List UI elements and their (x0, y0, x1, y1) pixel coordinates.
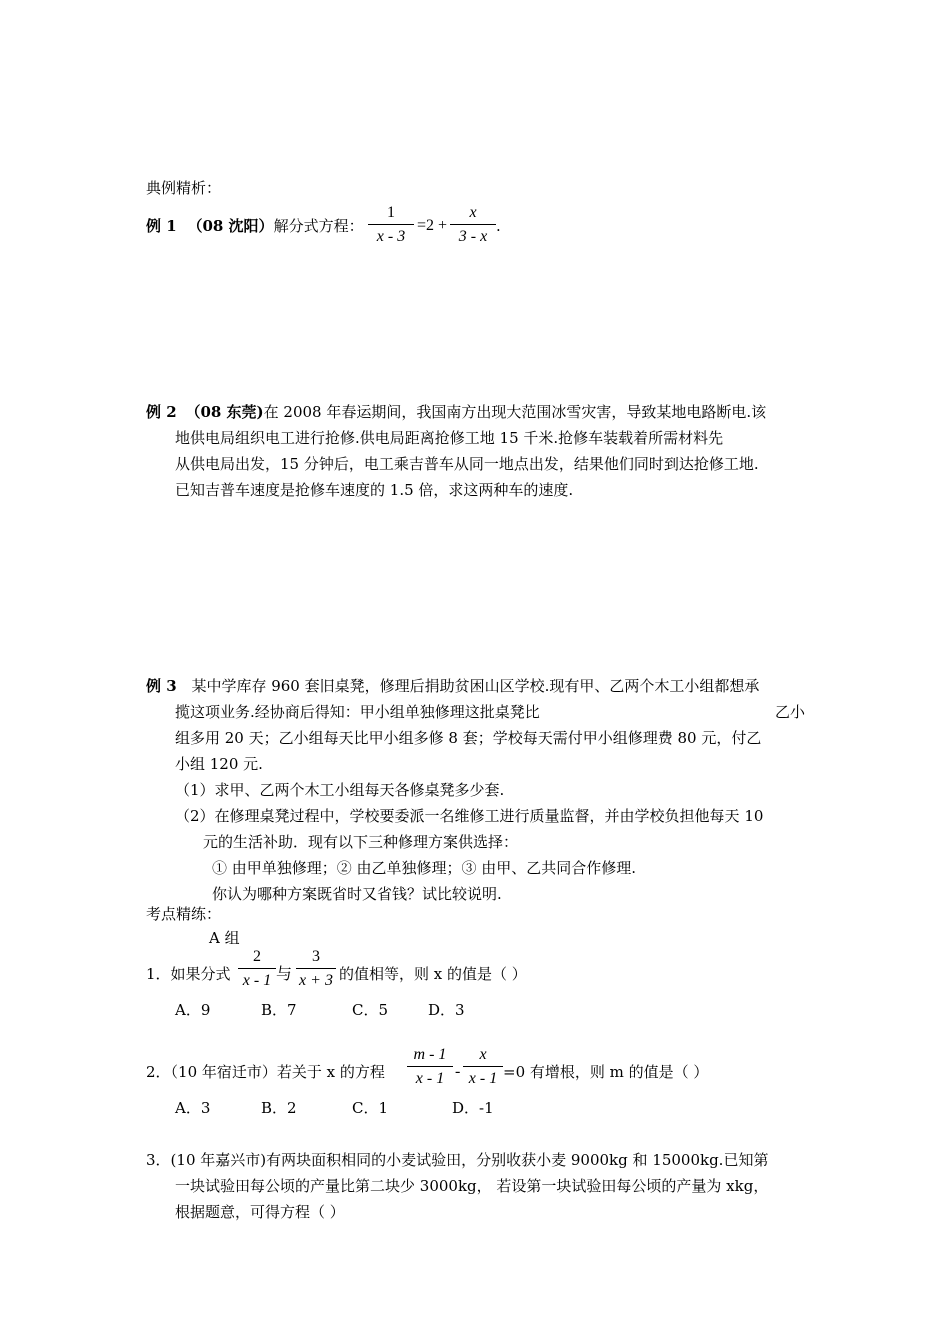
problem-1-choice: D．3 (428, 1001, 465, 1019)
practice-title: 考点精练： (146, 905, 222, 923)
example-2-line: 在 2008 年春运期间，我国南方出现大范围冰雪灾害，导致某地电路断电.该 (263, 403, 767, 421)
example-3-line-end: 乙小 (775, 703, 806, 721)
problem-3-line: 一块试验田每公顷的产量比第二块少 3000kg， 若设第一块试验田每公顷的产量为 xkg， (175, 1177, 769, 1195)
example-3-question-1: （1）求甲、乙两个木工小组每天各修桌凳多少套. (175, 781, 505, 799)
example-2-line: 地供电局组织电工进行抢修.供电局距离抢修工地 15 千米.抢修车装载着所需材料先 (175, 429, 724, 447)
problem-2-choice: B．2 (261, 1099, 297, 1117)
problem-1-choice: B．7 (261, 1001, 297, 1019)
example-3-line: 组多用 20 天；乙小组每天比甲小组多修 8 套；学校每天需付甲小组修理费 80 元，付乙 (175, 729, 762, 747)
example-2-source: （08 东莞) (185, 403, 264, 421)
problem-1-fraction-1: 2 x - 1 (238, 947, 276, 991)
problem-2-prefix: 2．（10 年宿迁市）若关于 x 的方程 (146, 1063, 385, 1081)
problem-2-fraction-1: m - 1 x - 1 (407, 1045, 453, 1089)
problem-1-choice: A．9 (175, 1001, 211, 1019)
problem-1-choice: C．5 (352, 1001, 389, 1019)
problem-1-connector: 与 (276, 964, 293, 983)
problem-2-choice: D．-1 (452, 1099, 494, 1117)
problem-3-line: 3．(10 年嘉兴市)有两块面积相同的小麦试验田，分别收获小麦 9000kg 和 15000kg.已知第 (146, 1151, 769, 1169)
problem-1-suffix: 的值相等，则 x 的值是（ ） (339, 965, 527, 983)
problem-1-fraction-2: 3 x + 3 (296, 947, 336, 991)
example-3-question-2-end: 你认为哪种方案既省时又省钱？试比较说明. (212, 885, 502, 903)
example-1-text: 解分式方程： (273, 217, 364, 235)
example-2-label: 例 2 (146, 403, 177, 421)
example-3-label: 例 3 (146, 677, 177, 695)
problem-2-minus: - (455, 1063, 461, 1080)
example-1-equals: =2 + (417, 217, 448, 234)
example-2-line: 从供电局出发，15 分钟后，电工乘吉普车从同一地点出发，结果他们同时到达抢修工地. (175, 455, 759, 473)
problem-2-choice: A．3 (175, 1099, 211, 1117)
example-2-first-line (146, 402, 766, 422)
problem-1-prefix: 1．如果分式 (146, 965, 231, 983)
example-3-options: ① 由甲单独修理；② 由乙单独修理；③ 由甲、乙共同合作修理. (212, 859, 637, 877)
problem-2-fraction-2: x x - 1 (463, 1045, 503, 1089)
problem-2-suffix: =0 有增根，则 m 的值是（ ） (503, 1063, 709, 1081)
example-1-fraction-2: x 3 - x (450, 203, 496, 247)
problem-3-line: 根据题意，可得方程（ ） (175, 1203, 345, 1221)
example-3-line: 揽这项业务.经协商后得知：甲小组单独修理这批桌凳比 (175, 703, 540, 721)
example-1 (146, 216, 364, 236)
example-1-fraction-1: 1 x - 3 (368, 203, 414, 247)
example-2-line: 已知吉普车速度是抢修车速度的 1.5 倍，求这两种车的速度. (175, 481, 574, 499)
example-3-question-2: （2）在修理桌凳过程中，学校要委派一名维修工进行质量监督，并由学校负担他每天 10 (175, 807, 764, 825)
problem-2-choice: C．1 (352, 1099, 389, 1117)
group-label: A 组 (209, 929, 240, 947)
example-3-question-2-cont: 元的生活补助．现有以下三种修理方案供选择： (203, 833, 519, 851)
example-3-line: 某中学库存 960 套旧桌凳，修理后捐助贫困山区学校.现有甲、乙两个木工小组都想承 (191, 677, 760, 695)
example-1-label: 例 1 (146, 217, 177, 235)
example-1-period: . (496, 217, 501, 235)
example-3-first-line (146, 676, 759, 696)
example-1-source: （08 沈阳） (187, 217, 274, 235)
example-3-line: 小组 120 元. (175, 755, 263, 773)
section-title: 典例精析： (146, 179, 222, 197)
